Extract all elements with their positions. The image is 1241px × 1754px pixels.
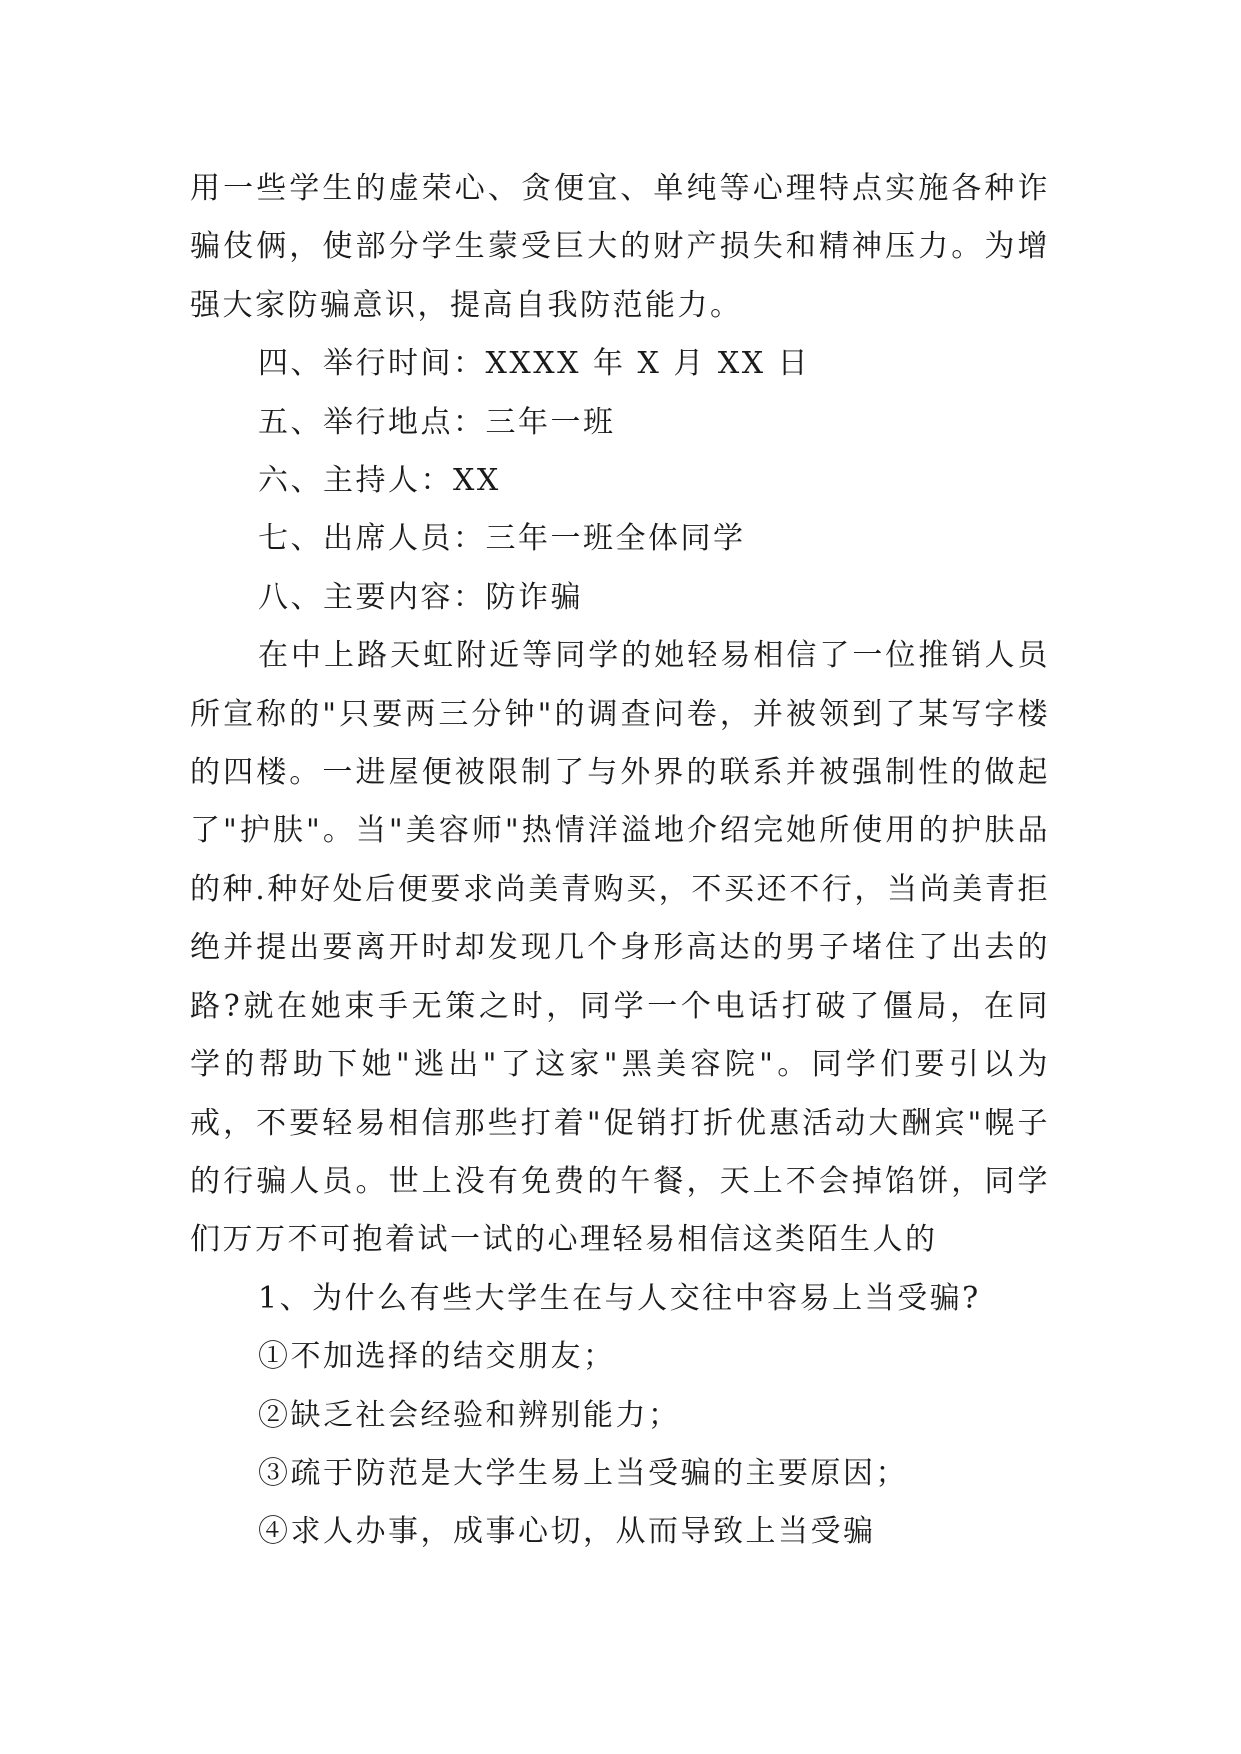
event-location-line: 五、举行地点：三年一班 xyxy=(258,404,616,440)
attendees-line: 七、出席人员：三年一班全体同学 xyxy=(258,521,746,557)
main-content-line: 八、主要内容：防诈骗 xyxy=(258,579,583,615)
host-line: 六、主持人：XX xyxy=(258,463,501,499)
reason-item-4: ④求人办事，成事心切，从而导致上当受骗 xyxy=(258,1514,876,1550)
document-body xyxy=(190,160,1050,1562)
intro-paragraph: 用一些学生的虚荣心、贪便宜、单纯等心理特点实施各种诈骗伎俩，使部分学生蒙受巨大的财产损失和精神压力。为增强大家防骗意识，提高自我防范能力。 xyxy=(190,171,1050,323)
case-story-paragraph: 在中上路天虹附近等同学的她轻易相信了一位推销人员所宣称的"只要两三分钟"的调查问卷，并被领到了某写字楼的四楼。一进屋便被限制了与外界的联系并被强制性的做起了"护肤"。当"美容师"热情洋溢地介绍完她所使用的护肤品的种.种好处后便要求尚美青购买，不买还不行，当尚美青拒绝并提出要离开时却发现几个身形高达的男子堵住了出去的路?就在她束手无策之时，同学一个电话打破了僵局，在同学的帮助下她"逃出"了这家"黑美容院"。同学们要引以为戒，不要轻易相信那些打着"促销打折优惠活动大酬宾"幌子的行骗人员。世上没有免费的午餐，天上不会掉馅饼，同学们万万不可抱着试一试的心理轻易相信这类陌生人的 xyxy=(190,638,1050,1258)
event-time-line: 四、举行时间：XXXX 年 X 月 XX 日 xyxy=(258,346,811,382)
reason-item-2: ②缺乏社会经验和辨别能力； xyxy=(258,1397,681,1433)
question-heading: 1、为什么有些大学生在与人交往中容易上当受骗? xyxy=(258,1280,981,1316)
reason-item-3: ③疏于防范是大学生易上当受骗的主要原因； xyxy=(258,1455,908,1491)
reason-item-1: ①不加选择的结交朋友； xyxy=(258,1339,616,1375)
